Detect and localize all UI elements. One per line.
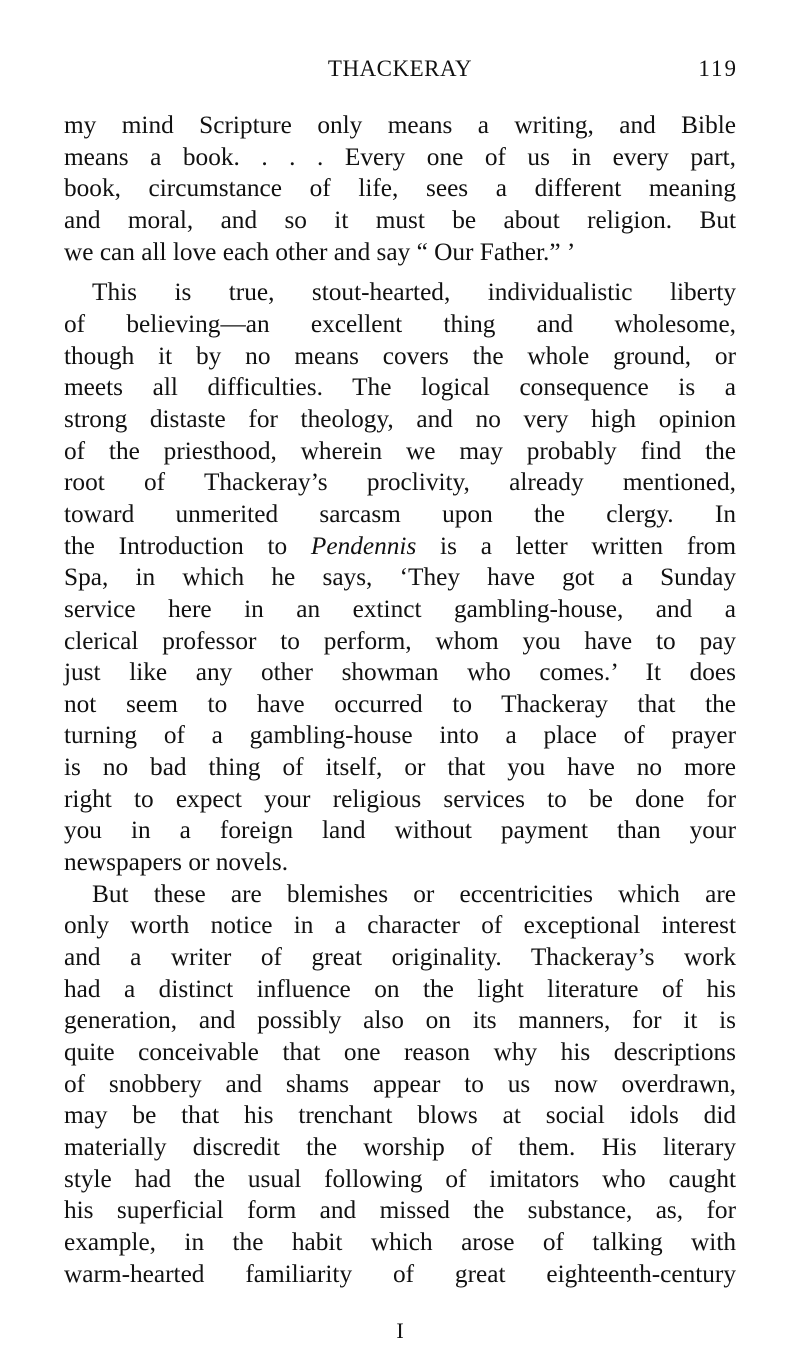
running-title: THACKERAY: [327, 56, 473, 81]
text-line: only worth notice in a character of exceptional interest: [64, 911, 736, 940]
book-title-pendennis: Pendennis: [310, 531, 417, 560]
text-line: of believing—an excellent thing and wholesome,: [64, 309, 736, 338]
text-line: But these are blemishes or eccentricities which are: [92, 879, 736, 908]
text-line: is no bad thing of itself, or that you have no more: [64, 753, 736, 782]
text-line: Spa, in which he says, ‘They have got a Sunday: [64, 563, 736, 592]
text-line: This is true, stout-hearted, individualistic liberty: [92, 278, 736, 307]
text-line: though it by no means covers the whole ground, or: [64, 341, 736, 370]
text-line: and a writer of great originality. Thackeray’s work: [64, 943, 736, 972]
body-text: [64, 110, 736, 1290]
paragraph-2: [64, 277, 736, 878]
text-line: of snobbery and shams appear to us now overdrawn,: [64, 1069, 736, 1098]
text-line: we can all love each other and say “ Our Father.” ’: [64, 237, 576, 266]
text-line: root of Thackeray’s proclivity, already mentioned,: [64, 468, 736, 497]
text-segment: the Introduction to: [64, 531, 311, 560]
text-line: generation, and possibly also on its manners, for it is: [64, 1006, 736, 1035]
text-line: you in a foreign land without payment than your: [64, 816, 736, 845]
text-line: style had the usual following of imitators who caught: [64, 1164, 736, 1193]
text-line: materially discredit the worship of them. His literary: [64, 1133, 736, 1161]
text-line: and moral, and so it must be about religion. But: [64, 205, 736, 234]
text-line: meets all difficulties. The logical consequence is a: [64, 373, 736, 402]
text-line: of the priesthood, wherein we may probably find the: [64, 436, 736, 465]
text-line: example, in the habit which arose of talking with: [64, 1227, 736, 1256]
paragraph-1: [64, 110, 736, 268]
paragraph-3: [64, 879, 736, 1291]
text-line: toward unmerited sarcasm upon the clergy. In: [64, 499, 736, 528]
running-head: [62, 56, 738, 88]
text-line: had a distinct influence on the light literature of his: [64, 974, 736, 1003]
text-line: turning of a gambling-house into a place of prayer: [64, 721, 736, 750]
page-number: 119: [698, 56, 738, 81]
text-line: his superficial form and missed the substance, as, for: [64, 1196, 736, 1225]
text-line: strong distaste for theology, and no very high opinion: [64, 404, 736, 433]
text-line: book, circumstance of life, sees a different meaning: [64, 174, 736, 203]
text-line: not seem to have occurred to Thackeray that the: [64, 689, 736, 718]
text-line: warm-hearted familiarity of great eighteenth-century: [64, 1259, 736, 1288]
text-line: just like any other showman who comes.’ It does: [64, 658, 736, 687]
text-line: means a book. . . . Every one of us in every part,: [64, 142, 736, 171]
text-line-with-title: [64, 531, 736, 563]
text-segment: is a letter written from: [416, 531, 736, 560]
text-line: newspapers or novels.: [64, 848, 289, 877]
text-line: quite conceivable that one reason why his descriptions: [64, 1038, 736, 1067]
text-line: may be that his trenchant blows at social idols did: [64, 1101, 736, 1130]
text-line: service here in an extinct gambling-house, and a: [64, 594, 736, 623]
text-line: my mind Scripture only means a writing, and Bible: [64, 111, 736, 139]
text-line: clerical professor to perform, whom you have to pay: [64, 626, 736, 655]
text-line: right to expect your religious services to be done for: [64, 784, 736, 813]
signature-mark: I: [396, 1318, 404, 1343]
